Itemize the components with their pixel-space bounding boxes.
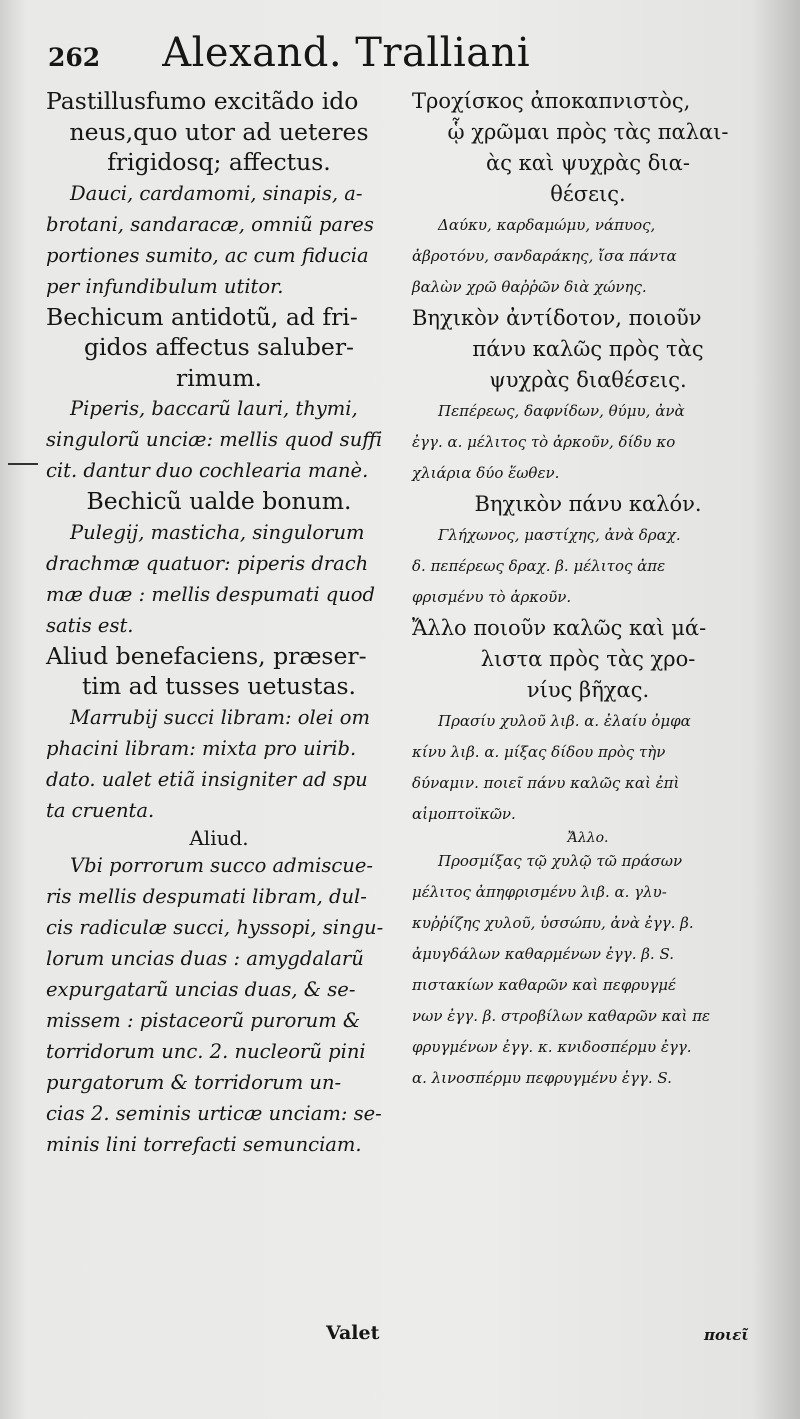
recipe-heading (412, 303, 764, 396)
greek-column (412, 86, 764, 1094)
text-line: Βηχικὸν ἀντίδοτον, ποιοῦν (412, 306, 702, 330)
recipe-heading (412, 489, 764, 520)
text-line: neus,quo utor ad ueteres (69, 117, 369, 146)
text-line: φρισμένυ τὸ ἀρκοῦν. (412, 588, 572, 606)
text-line: ἐγγ. α. μέλιτος τὸ ἀρκοῦν, δίδυ κο (412, 433, 676, 451)
text-line: drachmæ quatuor: piperis drach (46, 551, 369, 575)
subheading: Ἄλλο. (567, 830, 609, 846)
recipe-text (412, 210, 764, 303)
text-line: δ. πεπέρεως δραχ. β. μέλιτος ἀπε (412, 557, 666, 575)
recipe-heading (46, 486, 392, 517)
text-line: purgatorum & torridorum un- (46, 1070, 342, 1094)
text-line: mæ duæ : mellis despumati quod (46, 582, 376, 606)
text-line: βαλὼν χρῶ θαῤῥῶν διὰ χώνης. (412, 278, 647, 296)
text-line: Γλήχωνος, μαστίχης, ἀνὰ δραχ. (438, 526, 681, 544)
text-line: νίυς βῆχας. (526, 678, 650, 702)
recipe-heading (412, 613, 764, 706)
text-line: singulorũ unciæ: mellis quod suffi (46, 428, 383, 451)
latin-column (46, 86, 392, 1160)
text-line: ψυχρὰς διαθέσεις. (489, 368, 687, 392)
recipe-text (46, 702, 392, 826)
catchword-right: ποιεῖ (704, 1326, 749, 1344)
text-line: rimum. (176, 363, 262, 392)
text-line: μέλιτος ἀπηφρισμένυ λιβ. α. γλυ- (412, 883, 667, 901)
text-line: Pulegij, masticha, singulorum (70, 520, 365, 544)
text-line: gidos affectus saluber- (83, 333, 354, 361)
recipe-text (412, 846, 764, 1094)
text-line: Πρασίυ χυλοῦ λιβ. α. ἐλαίυ ὀμφα (438, 712, 691, 730)
recipe-text (46, 393, 392, 486)
text-line: phacini libram: mixta pro uirib. (46, 736, 357, 760)
text-line: cit. dantur duo cochlearia manè. (46, 459, 369, 482)
recipe-text (46, 517, 392, 641)
text-line: Dauci, cardamomi, sinapis, a- (70, 181, 363, 205)
text-line: frigidosq; affectus. (107, 148, 331, 176)
recipe-text (46, 850, 392, 1160)
recipe-heading (412, 86, 764, 210)
text-line: Bechicum antidotũ, ad fri- (46, 302, 358, 331)
text-line: Piperis, baccarũ lauri, thymi, (70, 397, 358, 420)
text-line: Βηχικὸν πάνυ καλόν. (474, 492, 702, 516)
text-line: per infundibulum utitor. (46, 274, 284, 298)
text-line: α. λινοσπέρμυ πεφρυγμένυ ἐγγ. S. (412, 1069, 672, 1087)
text-line: πάνυ καλῶς πρὸς τὰς (472, 337, 704, 361)
text-line: Ἄλλο ποιοῦν καλῶς καὶ μά- (412, 616, 707, 640)
text-line: κυῤῥίζης χυλοῦ, ὑσσώπυ, ἀνὰ ἐγγ. β. (412, 914, 694, 932)
text-line: brotani, sandaracæ, omniũ pares (46, 212, 374, 236)
text-line: χλιάρια δύο ἕωθεν. (412, 464, 560, 482)
text-line: λιστα πρὸς τὰς χρο- (480, 647, 696, 671)
gutter-mark (8, 463, 38, 465)
text-line: cias 2. seminis urticæ unciam: se- (46, 1101, 382, 1125)
text-line: φρυγμένων ἐγγ. κ. κνιδοσπέρμυ ἐγγ. (412, 1038, 692, 1056)
subheading: Aliud. (189, 825, 249, 850)
text-line: lorum uncias duas : amygdalarũ (46, 946, 364, 970)
recipe-text (46, 178, 392, 302)
recipe-text (412, 706, 764, 830)
text-line: πιστακίων καθαρῶν καὶ πεφρυγμέ (412, 976, 677, 994)
text-line: ta cruenta. (46, 798, 155, 822)
page-header (48, 30, 768, 86)
text-line: ᾧ χρῶμαι πρὸς τὰς παλαι- (447, 120, 729, 144)
text-line: tim ad tusses uetustas. (81, 672, 357, 700)
text-line: dato. ualet etiã insigniter ad spu (46, 767, 368, 791)
recipe-heading (46, 86, 392, 178)
text-line: minis lini torrefacti semunciam. (46, 1132, 362, 1156)
text-line: Πεπέρεως, δαφνίδων, θύμυ, ἀνὰ (438, 402, 685, 420)
text-line: Bechicũ ualde bonum. (86, 487, 352, 515)
text-line: Προσμίξας τῷ χυλῷ τῶ πράσων (438, 852, 683, 870)
text-line: Pastillusfumo excitãdo ido (46, 87, 359, 115)
text-line: cis radiculæ succi, hyssopi, singu- (46, 915, 384, 939)
text-line: Aliud benefaciens, præser- (46, 641, 367, 670)
text-line: ὰς καὶ ψυχρὰς δια- (486, 151, 690, 175)
text-line: missem : pistaceorũ purorum & (46, 1008, 361, 1032)
text-line: torridorum unc. 2. nucleorũ pini (46, 1039, 366, 1063)
page-number: 262 (48, 43, 101, 72)
text-line: ἀβροτόνυ, σανδαράκης, ἴσα πάντα (412, 247, 677, 265)
text-line: ris mellis despumati libram, dul- (46, 884, 367, 908)
text-line: δύναμιν. ποιεῖ πάνυ καλῶς καὶ ἐπὶ (412, 774, 680, 792)
text-line: Δαύκυ, καρδαμώμυ, νάπυος, (438, 216, 656, 234)
text-line: Vbi porrorum succo admiscue- (70, 853, 373, 877)
catchword-left: Valet (326, 1322, 380, 1344)
text-line: νων ἐγγ. β. στροβίλων καθαρῶν καὶ πε (412, 1007, 711, 1025)
text-line: portiones sumito, ac cum fiducia (46, 243, 369, 267)
text-line: κίνυ λιβ. α. μίξας δίδου πρὸς τὴν (412, 743, 666, 761)
text-line: αἱμοπτοϊκῶν. (412, 805, 516, 823)
text-line: ἀμυγδάλων καθαρμένων ἐγγ. β. S. (412, 945, 674, 963)
recipe-text (412, 396, 764, 489)
running-title: Alexand. Tralliani (162, 30, 531, 76)
text-line: θέσεις. (550, 182, 626, 206)
text-line: satis est. (46, 613, 134, 637)
text-line: expurgatarũ uncias duas, & se- (46, 977, 356, 1001)
recipe-text (412, 520, 764, 613)
text-line: Τροχίσκος ἀποκαπνιστὸς, (412, 89, 691, 113)
recipe-heading (46, 302, 392, 394)
recipe-heading (46, 641, 392, 702)
text-line: Marrubij succi libram: olei om (70, 705, 370, 729)
